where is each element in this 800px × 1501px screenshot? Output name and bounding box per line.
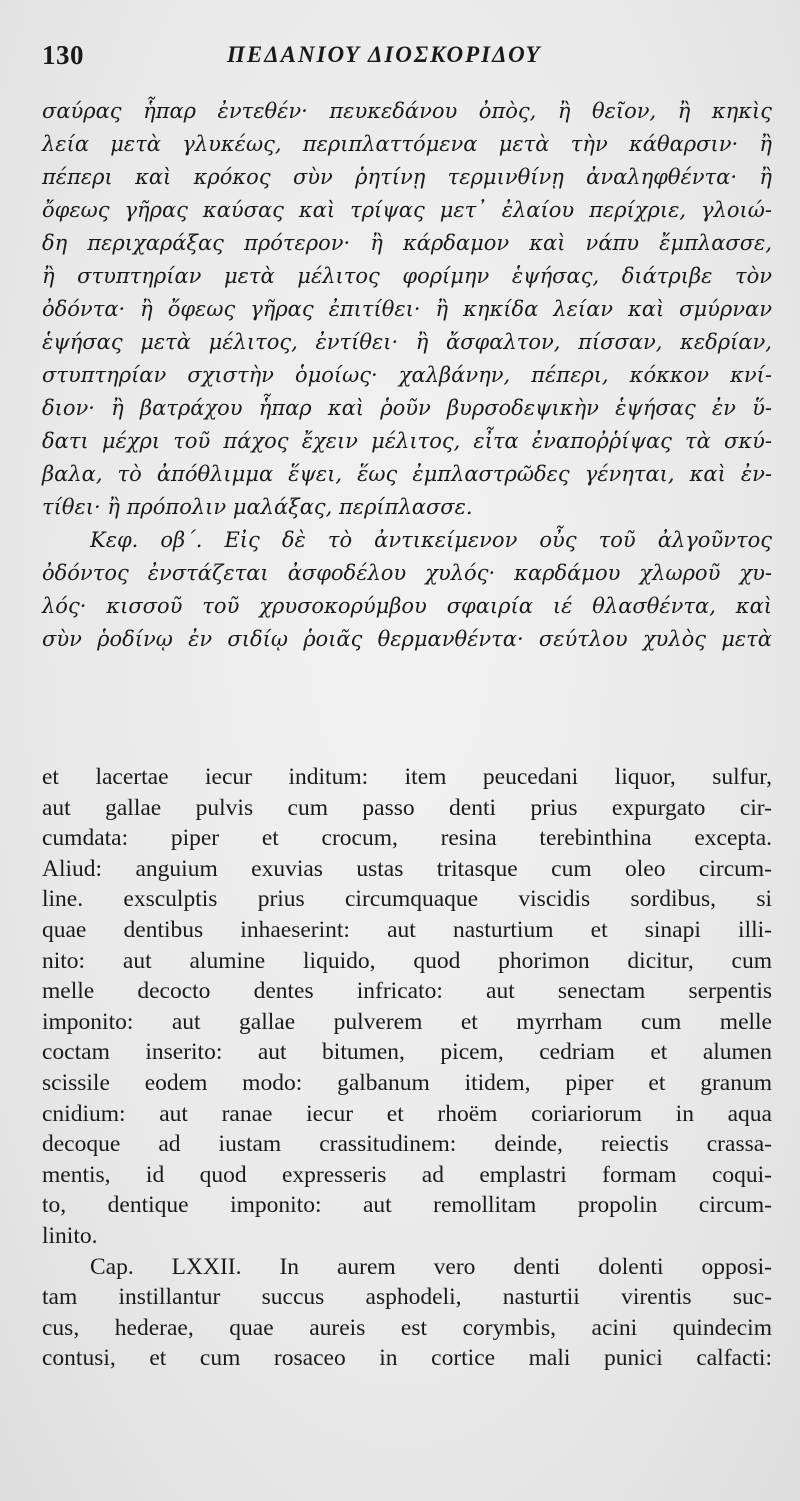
greek-line: δατι μέχρι τοῦ πάχος ἔχειν μέλιτος, εἶτα ἐναποῤῥίψας τὰ σκύ- xyxy=(42,429,772,453)
greek-line: ὀδόντα· ἢ ὄφεως γῆρας ἐπιτίθει· ἢ κηκίδα λείαν καὶ σμύρναν xyxy=(42,297,772,321)
greek-line: στυπτηρίαν σχιστὴν ὁμοίως· χαλβάνην, πέπερι, κόκκον κνί- xyxy=(42,363,772,387)
greek-line: πέπερι καὶ κρόκος σὺν ῥητίνῃ τερμινθίνῃ ἀναληφθέντα· ἢ xyxy=(42,165,772,189)
page-header xyxy=(42,40,772,80)
latin-line: contusi, et cum rosaceo in cortice mali punici calfacti: xyxy=(42,1345,772,1372)
latin-line: line. exsculptis prius circumquaque viscidis sordibus, si xyxy=(42,886,772,913)
greek-line: βαλα, τὸ ἀπόθλιμμα ἕψει, ἕως ἐμπλαστρῶδες γένηται, καὶ ἐν- xyxy=(42,462,772,486)
greek-chapter-heading-line: Κεφ. οβ΄. Εἰς δὲ τὸ ἀντικείμενον οὖς τοῦ ἀλγοῦντος xyxy=(90,528,772,552)
latin-line: linito. xyxy=(42,1222,98,1249)
greek-line: σὺν ῥοδίνῳ ἐν σιδίῳ ῥοιᾶς θερμανθέντα· σεύτλου χυλὸς μετὰ xyxy=(42,627,772,651)
latin-line: mentis, id quod expresseris ad emplastri formam coqui- xyxy=(42,1161,772,1188)
page-number: 130 xyxy=(42,40,84,70)
latin-line: melle decocto dentes infricato: aut senectam serpentis xyxy=(42,978,772,1005)
greek-line: τίθει· ἢ πρόπολιν μαλάξας, περίπλασσε. xyxy=(42,495,473,519)
latin-line: decoque ad iustam crassitudinem: deinde, reiectis crassa- xyxy=(42,1131,772,1158)
latin-line: Aliud: anguium exuvias ustas tritasque cum oleo circum- xyxy=(42,855,772,882)
greek-line: ὄφεως γῆρας καύσας καὶ τρίψας μετ᾽ ἐλαίου περίχριε, γλοιώ- xyxy=(42,198,772,222)
latin-line: imponito: aut gallae pulverem et myrrham cum melle xyxy=(42,1008,772,1035)
running-head: ΠΕΔΑΝΙΟΥ ΔΙΟΣΚΟΡΙΔΟΥ xyxy=(227,42,542,67)
greek-line: δη περιχαράξας πρότερον· ἢ κάρδαμον καὶ νάπυ ἔμπλασσε, xyxy=(42,231,772,255)
greek-line: ἑψήσας μετὰ μέλιτος, ἐντίθει· ἢ ἄσφαλτον, πίσσαν, κεδρίαν, xyxy=(42,330,772,354)
latin-line: et lacertae iecur inditum: item peucedani liquor, sulfur, xyxy=(42,764,772,790)
greek-line: ἢ στυπτηρίαν μετὰ μέλιτος φορίμην ἑψήσας, διάτριβε τὸν xyxy=(42,264,772,288)
latin-line: nito: aut alumine liquido, quod phorimon dicitur, cum xyxy=(42,947,772,974)
latin-line: scissile eodem modo: galbanum itidem, piper et granum xyxy=(42,1069,772,1096)
greek-line: λεία μετὰ γλυκέως, περιπλαττόμενα μετὰ τὴν κάθαρσιν· ἢ xyxy=(42,132,772,156)
greek-line: λός· κισσοῦ τοῦ χρυσοκορύμβου σφαιρία ιέ θλασθέντα, καὶ xyxy=(42,594,772,618)
latin-line: tam instillantur succus asphodeli, nasturtii virentis suc- xyxy=(42,1284,772,1311)
latin-line: cumdata: piper et crocum, resina terebinthina excepta. xyxy=(42,825,772,852)
latin-line: cus, hederae, quae aureis est corymbis, acini quindecim xyxy=(42,1314,772,1341)
latin-chapter-heading-line: Cap. LXXII. In aurem vero denti dolenti opposi- xyxy=(90,1253,772,1280)
greek-text-block xyxy=(42,95,772,656)
latin-text-block xyxy=(42,762,772,1374)
latin-line: to, dentique imponito: aut remollitam propolin circum- xyxy=(42,1192,772,1219)
latin-line: quae dentibus inhaeserint: aut nasturtium et sinapi illi- xyxy=(42,916,772,943)
greek-line: διον· ἢ βατράχου ἧπαρ καὶ ῥοῦν βυρσοδεψικὴν ἑψήσας ἐν ὕ- xyxy=(42,396,772,420)
greek-line: ὀδόντος ἐνστάζεται ἀσφοδέλου χυλός· καρδάμου χλωροῦ χυ- xyxy=(42,561,772,585)
greek-line: σαύρας ἧπαρ ἐντεθέν· πευκεδάνου ὀπὸς, ἢ θεῖον, ἢ κηκὶς xyxy=(42,99,772,123)
latin-line: coctam inserito: aut bitumen, picem, cedriam et alumen xyxy=(42,1039,772,1066)
latin-line: cnidium: aut ranae iecur et rhoëm coriariorum in aqua xyxy=(42,1100,772,1127)
latin-line: aut gallae pulvis cum passo denti prius expurgato cir- xyxy=(42,794,772,821)
